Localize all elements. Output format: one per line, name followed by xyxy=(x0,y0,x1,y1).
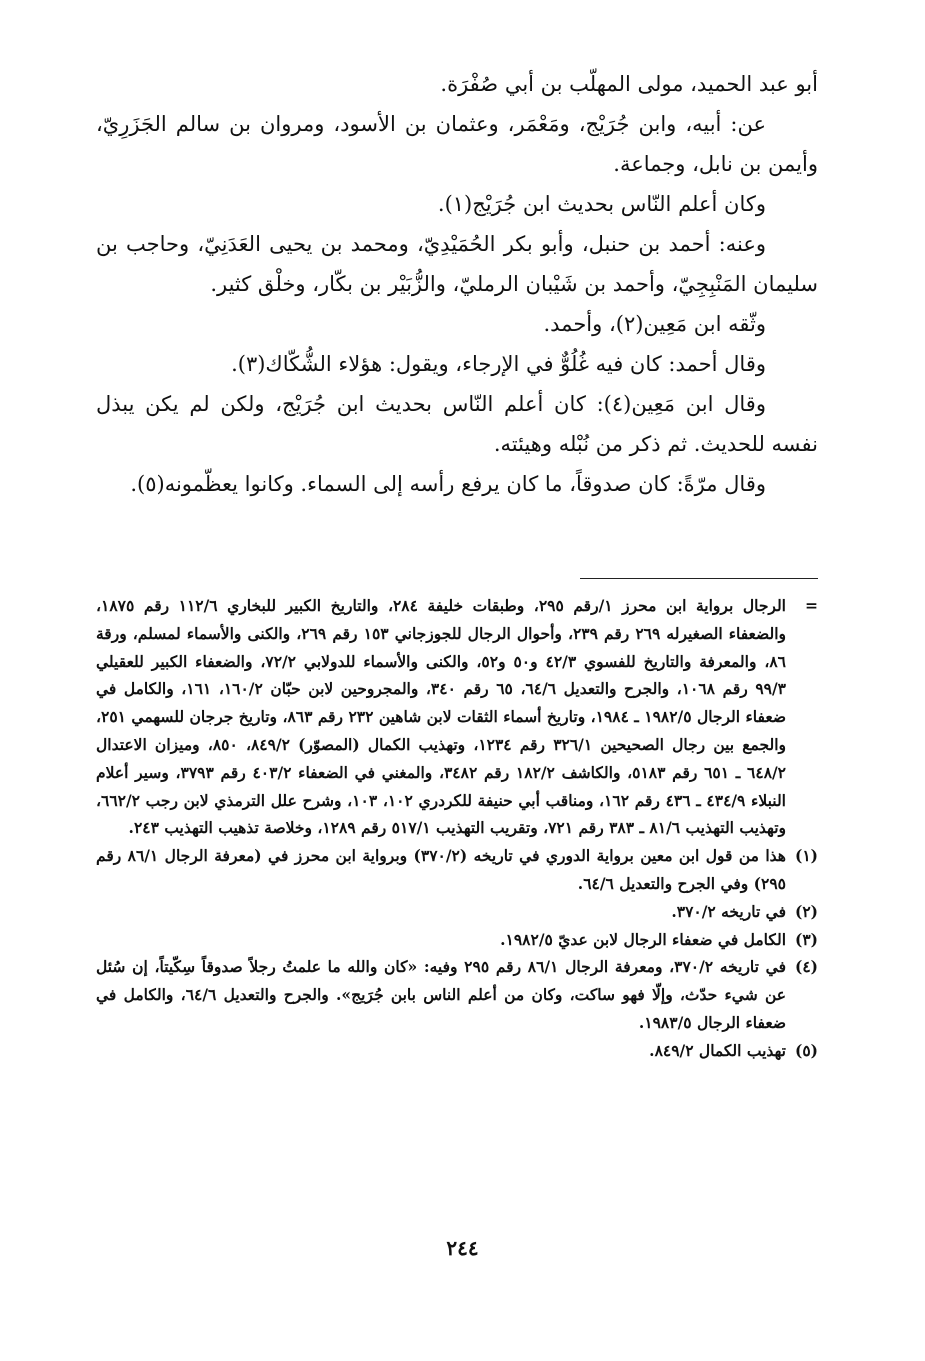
main-text xyxy=(96,64,818,504)
footnote-text: تهذيب الكمال ٨٤٩/٢. xyxy=(649,1040,786,1060)
footnote-continuation xyxy=(96,592,818,842)
footnote-marker: (٣) xyxy=(794,929,818,949)
footnote-2 xyxy=(96,898,818,926)
footnote-marker: (٢) xyxy=(794,901,818,921)
footnote-text: في تاريخه ٣٧٠/٢. xyxy=(671,901,786,921)
footnote-1 xyxy=(96,842,818,898)
paragraph-knowledge: وكان أعلم النّاس بحديث ابن جُرَيْج(١). xyxy=(437,192,766,216)
paragraph-another-quote: وقال مرّةً: كان صدوقاً، ما كان يرفع رأسه إلى السماء. وكانوا يعظّمونه(٥). xyxy=(130,472,766,496)
page-number: ٢٤٤ xyxy=(446,1236,479,1260)
footnote-text: الكامل في ضعفاء الرجال لابن عديّ ١٩٨٢/٥. xyxy=(500,929,786,949)
footnote-text: هذا من قول ابن معين برواية الدوري في تاريخه (٣٧٠/٢) وبرواية ابن محرز في (معرفة الرجال ٨٦/١ رقم ٢٩٥) وفي الجرح والتعديل ٦٤/٦. xyxy=(96,846,786,893)
footnote-marker: = xyxy=(805,596,818,615)
paragraph-kunya: أبو عبد الحميد، مولى المهلّب بن أبي صُفْرَة. xyxy=(440,72,818,96)
paragraph-ahmad-quote: وقال أحمد: كان فيه غُلُوٌّ في الإرجاء، ويقول: هؤلاء الشُّكّاك(٣). xyxy=(231,352,766,376)
footnote-marker: (٤) xyxy=(794,957,818,977)
paragraph-ibn-main-quote: وقال ابن مَعِين(٤): كان أعلم النّاس بحديث ابن جُرَيْج، ولكن لم يكن يبذل نفسه للحديث. ثم ذكر من نُبْله وهيئته. xyxy=(96,392,818,456)
paragraph-tawthiq: وثّقه ابن مَعِين(٢)، وأحمد. xyxy=(543,312,766,336)
footnote-text: في تاريخه ٣٧٠/٢، ومعرفة الرجال ٨٦/١ رقم ٢٩٥ وفيه: «كان والله ما علمتُ رجلاً صدوقاً سِكّيتاً، إن سُئل عن شيء حدّث، وإلّا فهو ساكت، وكان من أعلم الناس بابن جُرَيج». والجرح والتعديل ٦٤/٦، والكامل في ضعفاء الرجال ١٩٨٣/٥. xyxy=(96,957,786,1032)
footnote-3 xyxy=(96,926,818,954)
footnote-separator xyxy=(580,578,818,579)
footnote-marker: (٥) xyxy=(794,1040,818,1060)
paragraph-teachers: عن: أبيه، وابن جُرَيْج، ومَعْمَر، وعثمان بن الأسود، ومروان بن سالم الجَزَرِيّ، وأيمن بن نابل، وجماعة. xyxy=(96,112,818,176)
footnotes xyxy=(96,592,818,1065)
footnote-5 xyxy=(96,1037,818,1065)
footnote-4 xyxy=(96,953,818,1036)
footnote-marker: (١) xyxy=(794,846,818,866)
paragraph-students: وعنه: أحمد بن حنبل، وأبو بكر الحُمَيْدِيّ، ومحمد بن يحيى العَدَنِيّ، وحاجب بن سليمان المَنْبِجِيّ، وأحمد بن شَيْبان الرمليّ، والزُّبَيْر بن بكّار، وخلْق كثير. xyxy=(96,232,818,296)
footnote-text: الرجال برواية ابن محرز ١/رقم ٢٩٥، وطبقات خليفة ٢٨٤، والتاريخ الكبير للبخاري ١١٢/٦ رقم ١٨٧٥، والضعفاء الصغيرله ٢٦٩ رقم ٢٣٩، وأحوال الرجال للجوزجاني ١٥٣ رقم ٢٦٩، والكنى والأسماء لمسلم، ورقة ٨٦، والمعرفة والتاريخ للفسوي ٤٢/٣ و٥٠ و٥٢، والكنى والأسماء للدولابي ٧٢/٢، والضعفاء الكبير للعقيلي ٩٩/٣ رقم ١٠٦٨، والجرح والتعديل ٦٤/٦، ٦٥ رقم ٣٤٠، والمجروحين لابن حبّان ١٦٠/٢، ١٦١، والكامل في ضعفاء الرجال ١٩٨٢/٥ ـ ١٩٨٤، وتاريخ أسماء الثقات لابن شاهين ٢٣٢ رقم ٨٦٣، وتاريخ جرجان للسهمي ٢٥١، والجمع بين رجال الصحيحين ٣٢٦/١ رقم ١٢٣٤، وتهذيب الكمال (المصوّر) ٨٤٩/٢، ٨٥٠، وميزان الاعتدال ٦٤٨/٢ ـ ٦٥١ رقم ٥١٨٣، والكاشف ١٨٢/٢ رقم ٣٤٨٢، والمغني في الضعفاء ٤٠٣/٢ رقم ٣٧٩٣، وسير أعلام النبلاء ٤٣٤/٩ ـ ٤٣٦ رقم ١٦٢، ومناقب أبي حنيفة للكردري ١٠٢، ١٠٣، وشرح علل الترمذي لابن رجب ٦٦٢/٢، وتهذيب التهذيب ٨١/٦ ـ ٣٨٣ رقم ٧٢١، وتقريب التهذيب ٥١٧/١ رقم ١٢٨٩، وخلاصة تذهيب التهذيب ٢٤٣. xyxy=(96,596,787,838)
